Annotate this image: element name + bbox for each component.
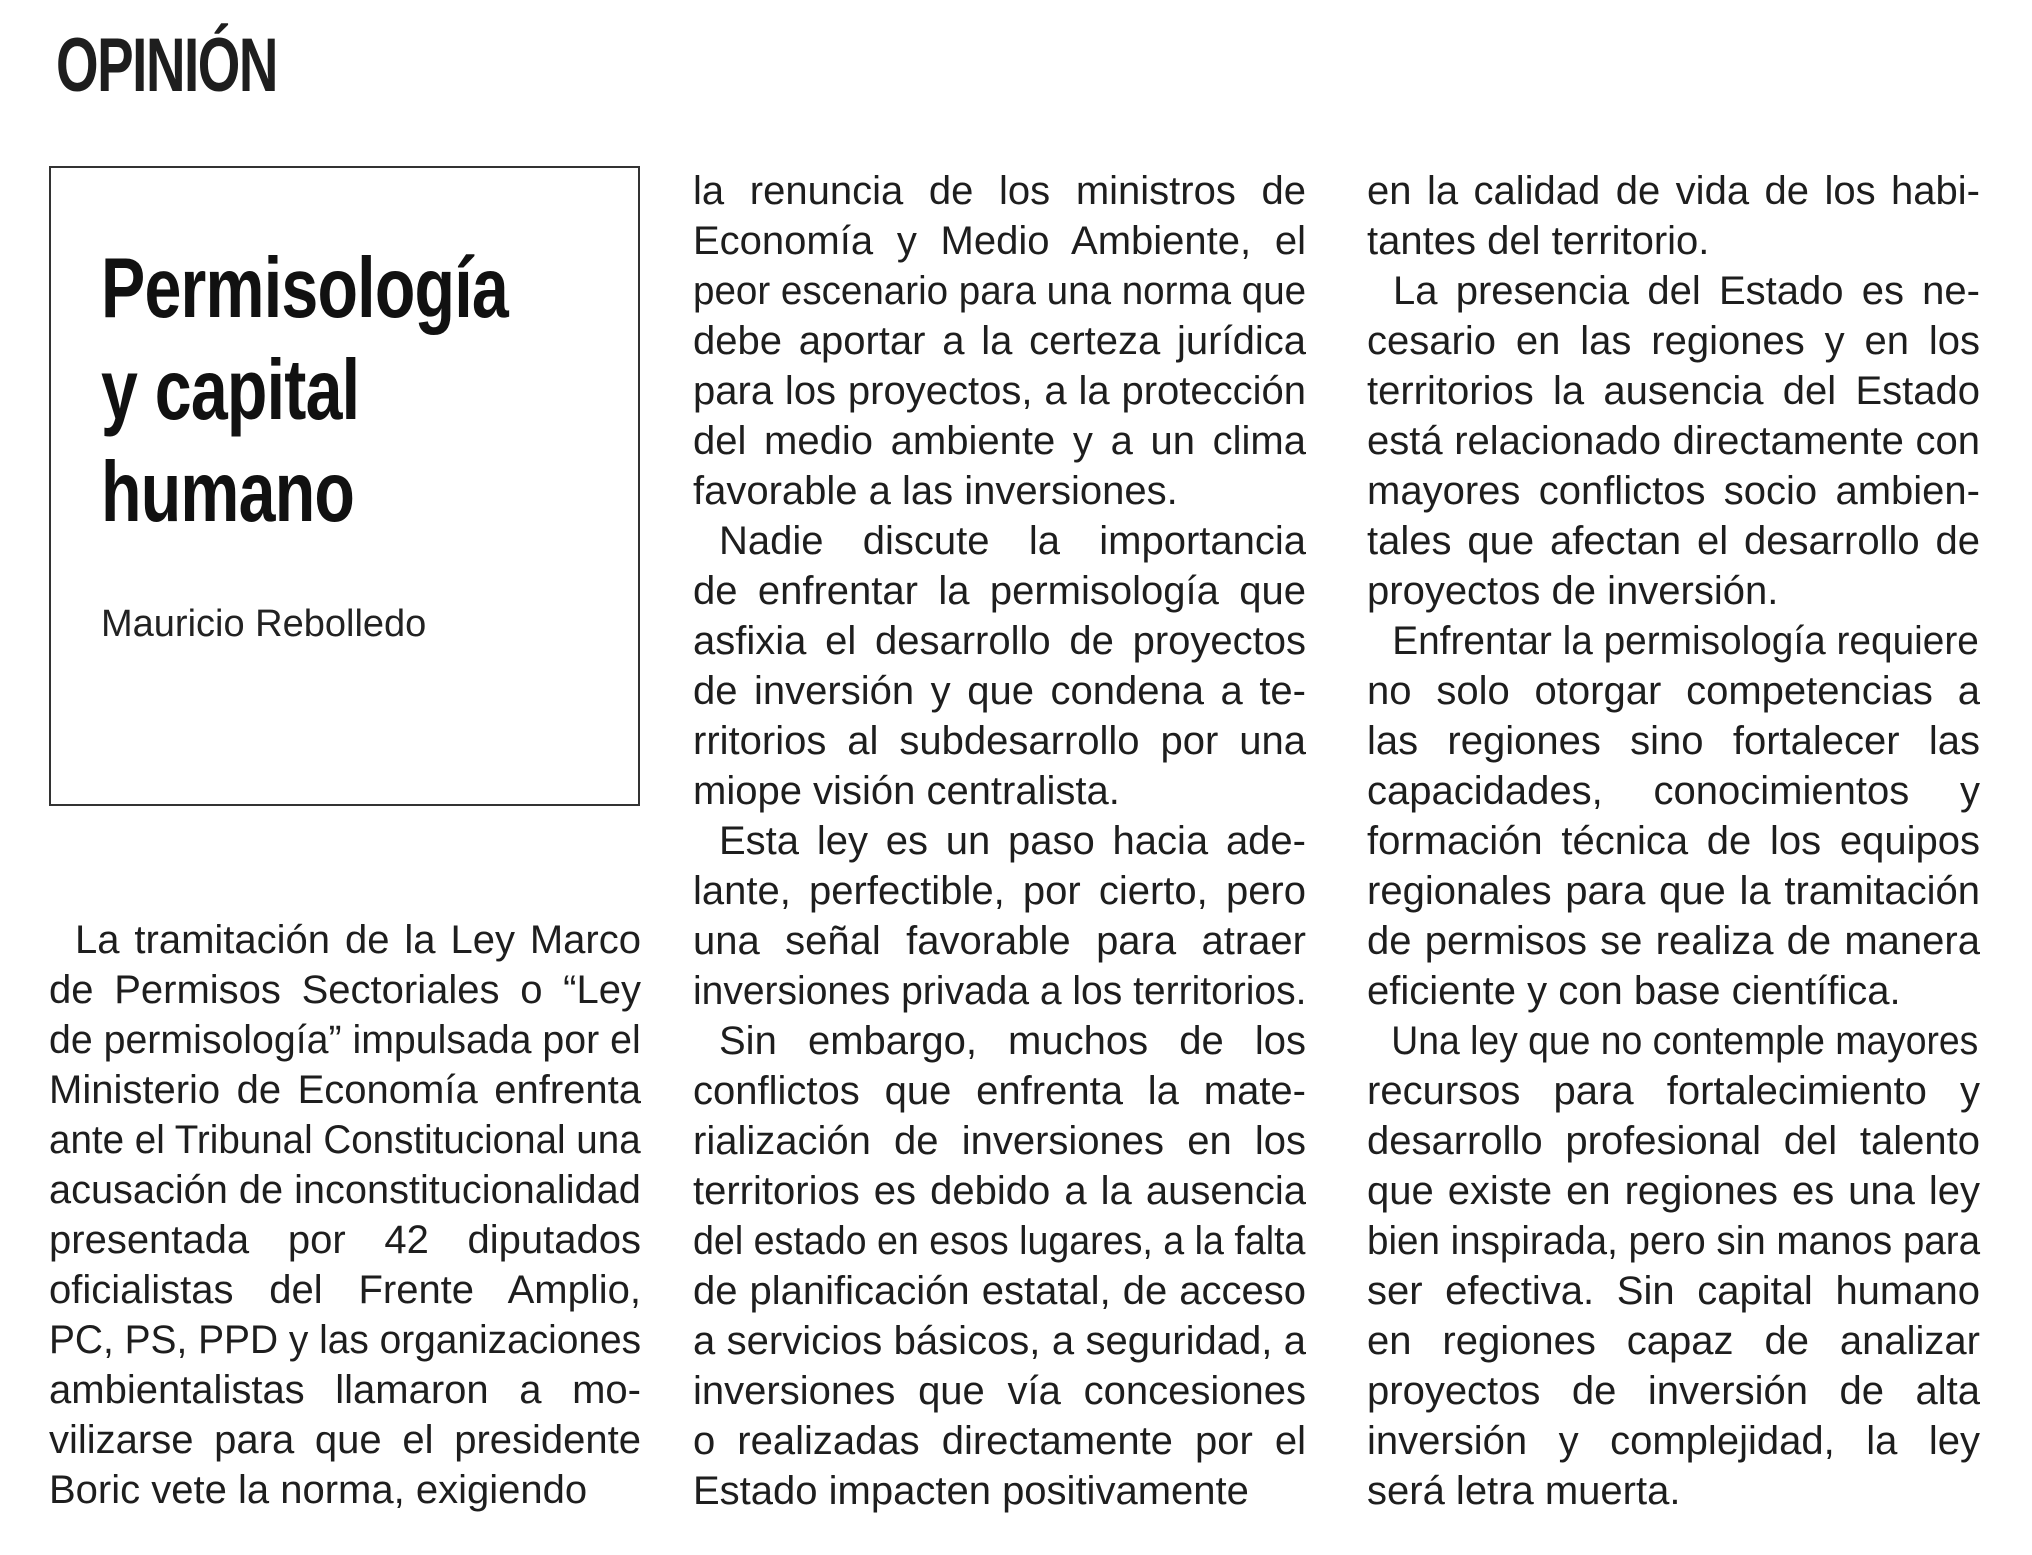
text-line: Estado impacten positivamente [693,1469,1249,1513]
text-line: bien inspirada, pero sin manos para [1367,1219,1981,1263]
text-line: peor escenario para una norma que [693,269,1307,313]
text-line: del estado en esos lugares, a la falta [693,1219,1306,1263]
text-line: está relacionado directamente con [1367,419,1980,463]
article-paragraph [693,1016,1306,1516]
text-line: Una ley que no contemple mayores [1391,1019,1979,1063]
text-line: acusación de inconstitucionalidad [49,1168,641,1212]
text-line: inversión y complejidad, la ley [1367,1419,1980,1463]
article-paragraph [693,816,1306,1016]
headline-line: Permisología [101,241,509,336]
text-line: que existe en regiones es una ley [1367,1169,1980,1213]
text-line: desarrollo profesional del talento [1367,1119,1980,1163]
text-line: Sin embargo, muchos de los [719,1019,1306,1063]
text-line: inversiones que vía concesiones [693,1369,1306,1413]
text-line: conflictos que enfrenta la mate- [693,1069,1306,1113]
text-line: inversiones privada a los territorios. [693,969,1307,1013]
text-line: Economía y Medio Ambiente, el [693,219,1306,263]
text-line: a servicios básicos, a seguridad, a [693,1319,1306,1363]
article-column-1 [49,915,641,1515]
text-line: tales que afectan el desarrollo de [1367,519,1980,563]
headline [101,238,647,544]
article-paragraph [1367,1016,1980,1516]
text-line: oficialistas del Frente Amplio, [49,1268,641,1312]
text-line: para los proyectos, a la protección [693,369,1306,413]
text-line: favorable a las inversiones. [693,469,1178,513]
text-line: en la calidad de vida de los habi- [1367,169,1980,213]
article-paragraph [1367,616,1980,1016]
text-line: de permisología” impulsada por el [49,1018,641,1062]
article-paragraph [1367,166,1980,266]
text-line: no solo otorgar competencias a [1367,669,1980,713]
text-line: las regiones sino fortalecer las [1367,719,1980,763]
text-line: de planificación estatal, de acceso [693,1269,1306,1313]
text-line: territorios es debido a la ausencia [693,1169,1306,1213]
text-line: en regiones capaz de analizar [1367,1319,1980,1363]
article-paragraph [49,915,641,1515]
text-line: La tramitación de la Ley Marco [75,918,641,962]
text-line: del medio ambiente y a un clima [693,419,1306,463]
text-line: capacidades, conocimientos y [1367,769,1980,813]
text-line: Boric vete la norma, exigiendo [49,1468,588,1512]
text-line: de permisos se realiza de manera [1367,919,1980,963]
article-column-3 [1367,166,1980,1516]
text-line: será letra muerta. [1367,1469,1681,1513]
text-line: vilizarse para que el presidente [49,1418,641,1462]
text-line: PC, PS, PPD y las organizaciones [49,1318,642,1362]
text-line: debe aportar a la certeza jurídica [693,319,1306,363]
text-line: regionales para que la tramitación [1367,869,1980,913]
text-line: Enfrentar la permisología requiere [1392,619,1979,663]
text-line: Nadie discute la importancia [719,519,1306,563]
text-line: tantes del territorio. [1367,219,1710,263]
text-line: de enfrentar la permisología que [693,569,1306,613]
text-line: eficiente y con base científica. [1367,969,1901,1013]
text-line: rialización de inversiones en los [693,1119,1306,1163]
text-line: formación técnica de los equipos [1367,819,1980,863]
article-paragraph [693,166,1306,516]
text-line: recursos para fortalecimiento y [1367,1069,1980,1113]
article-paragraph [693,516,1306,816]
headline-line: humano [101,445,355,540]
text-line: la renuncia de los ministros de [693,169,1306,213]
text-line: ambientalistas llamaron a mo- [49,1368,641,1412]
headline-box [49,166,640,806]
article-column-2 [693,166,1306,1516]
text-line: Esta ley es un paso hacia ade- [719,819,1306,863]
headline-line: y capital [101,343,360,438]
text-line: cesario en las regiones y en los [1367,319,1980,363]
text-line: de Permisos Sectoriales o “Ley [49,968,641,1012]
text-line: proyectos de inversión. [1367,569,1779,613]
text-line: miope visión centralista. [693,769,1120,813]
text-line: o realizadas directamente por el [693,1419,1306,1463]
text-line: territorios la ausencia del Estado [1367,369,1980,413]
author-byline: Mauricio Rebolledo [101,603,427,645]
article-paragraph [1367,266,1980,616]
text-line: ser efectiva. Sin capital humano [1367,1269,1980,1313]
text-line: de inversión y que condena a te- [693,669,1306,713]
text-line: asfixia el desarrollo de proyectos [693,619,1306,663]
text-line: proyectos de inversión de alta [1367,1369,1980,1413]
text-line: La presencia del Estado es ne- [1393,269,1980,313]
text-line: ante el Tribunal Constitucional una [49,1118,641,1162]
text-line: lante, perfectible, por cierto, pero [693,869,1306,913]
text-line: presentada por 42 diputados [49,1218,641,1262]
text-line: Ministerio de Economía enfrenta [49,1068,641,1112]
text-line: mayores conflictos socio ambien- [1367,469,1980,513]
section-label: OPINIÓN [56,23,277,108]
text-line: rritorios al subdesarrollo por una [693,719,1306,763]
text-line: una señal favorable para atraer [693,919,1306,963]
